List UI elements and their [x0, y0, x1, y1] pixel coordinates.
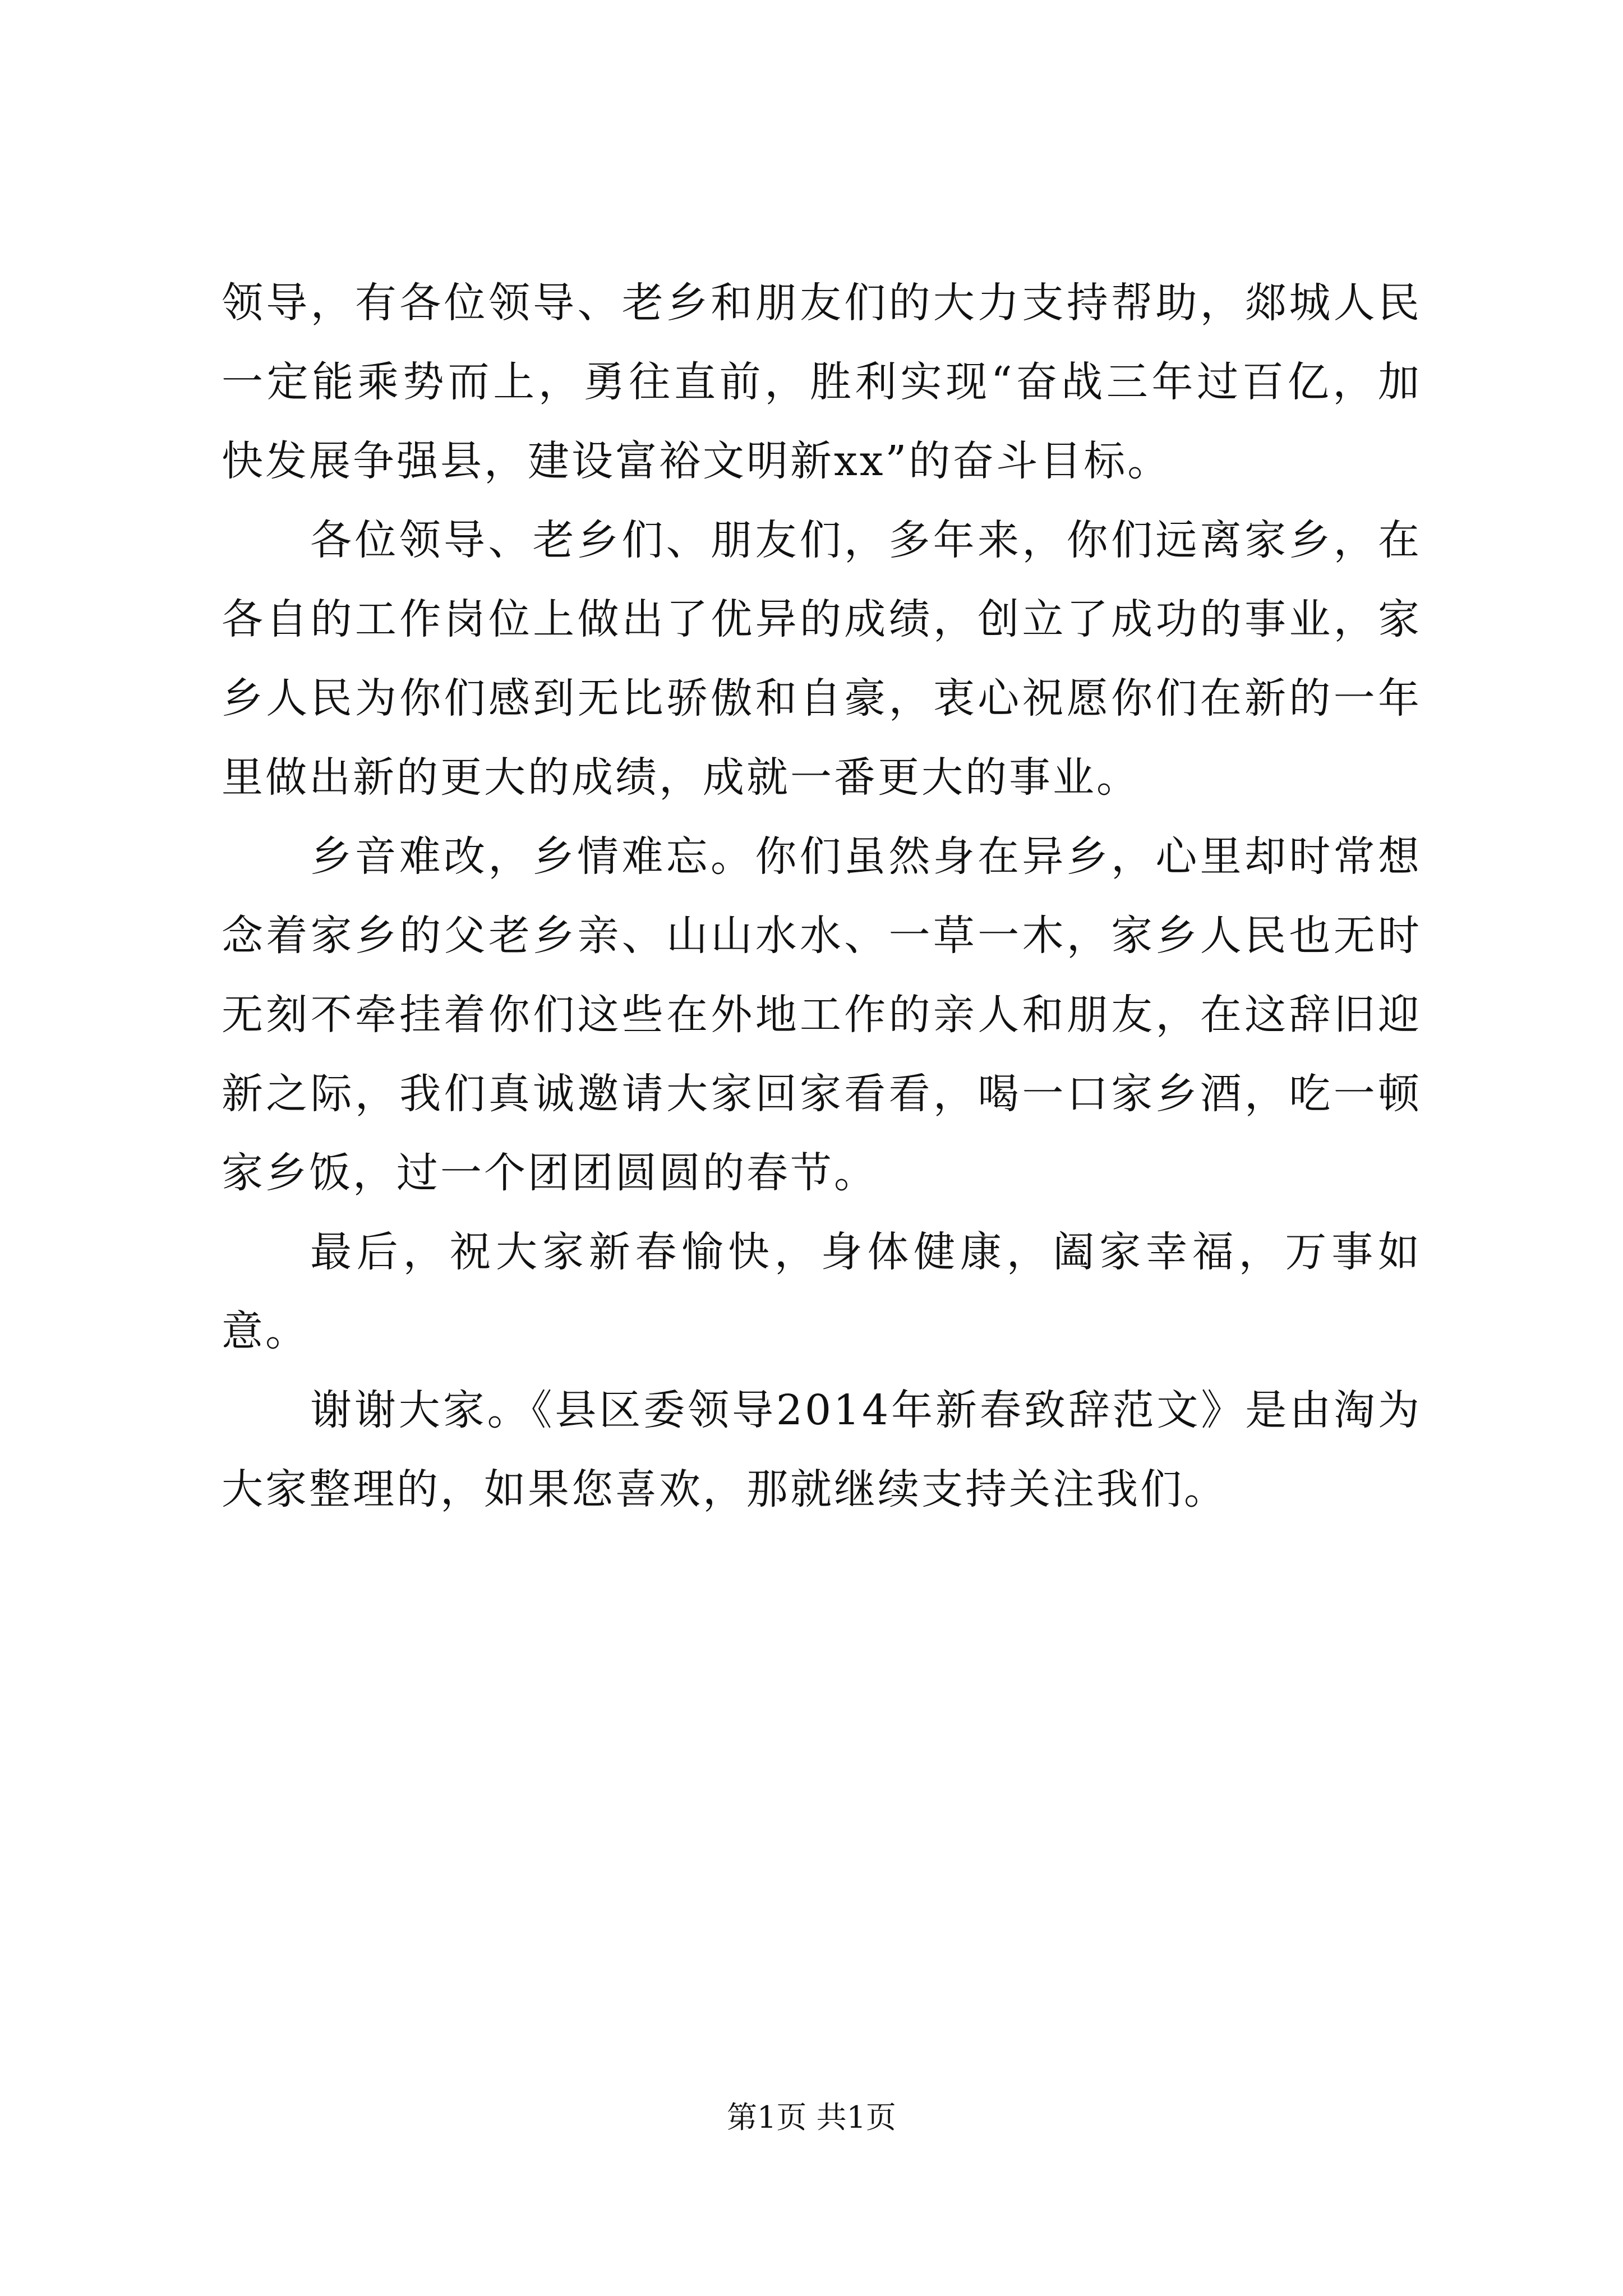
- paragraph-achievements: 各位领导、老乡们、朋友们，多年来，你们远离家乡，在各自的工作岗位上做出了优异的成绩，创立了成功的事业，家乡人民为你们感到无比骄傲和自豪，衷心祝愿你们在新的一年里做出新的更大的成绩，成就一番更大的事业。: [222, 516, 1422, 802]
- paragraph-closing-wishes: 最后，祝大家新春愉快，身体健康，阖家幸福，万事如意。: [222, 1228, 1422, 1355]
- document-body: [222, 264, 1422, 1529]
- paragraph-continuation: 领导，有各位领导、老乡和朋友们的大力支持帮助，郯城人民一定能乘势而上，勇往直前，胜利实现“奋战三年过百亿，加快发展争强县，建设富裕文明新xx”的奋斗目标。: [222, 279, 1422, 485]
- paragraph-hometown-invitation: 乡音难改，乡情难忘。你们虽然身在异乡，心里却时常想念着家乡的父老乡亲、山山水水、一草一木，家乡人民也无时无刻不牵挂着你们这些在外地工作的亲人和朋友，在这辞旧迎新之际，我们真诚邀请大家回家看看，喝一口家乡酒，吃一顿家乡饭，过一个团团圆圆的春节。: [222, 832, 1422, 1197]
- page-number-footer: 第1页 共1页: [727, 2100, 896, 2135]
- paragraph-thanks: 谢谢大家。《县区委领导2014年新春致辞范文》是由淘为大家整理的，如果您喜欢，那就继续支持关注我们。: [222, 1386, 1422, 1513]
